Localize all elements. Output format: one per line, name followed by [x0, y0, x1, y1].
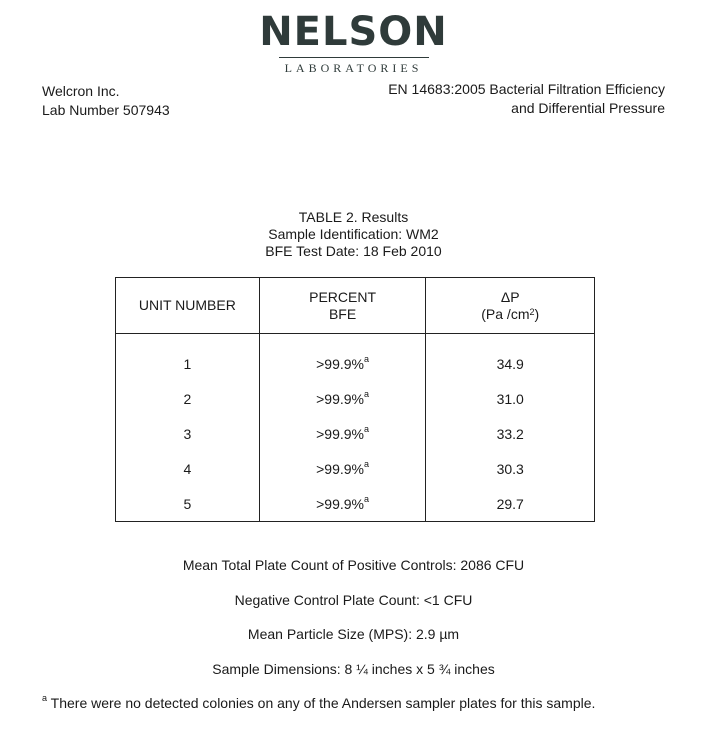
test-standard	[388, 80, 665, 118]
lab-number: Lab Number 507943	[42, 102, 170, 118]
cell-bfe: >99.9%$^a$	[259, 416, 426, 451]
header-unit-number: UNIT NUMBER	[116, 278, 260, 334]
table-title: TABLE 2. Results	[298, 209, 409, 225]
table-row	[116, 381, 595, 416]
cell-delta-p: 34.9	[426, 334, 595, 382]
negative-control-summary: Negative Control Plate Count: <1 CFU	[234, 592, 473, 608]
logo-subtitle: LABORATORIES	[284, 61, 423, 75]
footnote-mark: a	[42, 693, 48, 703]
header-percent-bfe: PERCENT BFE	[259, 278, 426, 334]
table-row	[116, 486, 595, 521]
test-date: BFE Test Date: 18 Feb 2010	[265, 243, 442, 259]
logo-divider	[279, 57, 429, 58]
table-header-row	[116, 278, 595, 334]
footnote-text: There were no detected colonies on any of the Andersen sampler plates for this sample.	[47, 695, 596, 711]
table-row	[116, 416, 595, 451]
logo-name: NELSON	[259, 9, 448, 55]
cell-delta-p: 33.2	[426, 416, 595, 451]
table-caption	[0, 209, 707, 260]
cell-unit: 3	[116, 416, 260, 451]
table-row	[116, 451, 595, 486]
particle-size-summary: Mean Particle Size (MPS): 2.9 µm	[247, 626, 460, 642]
cell-bfe: >99.9%$^a$	[259, 451, 426, 486]
cell-unit: 5	[116, 486, 260, 521]
company-name: Welcron Inc.	[42, 83, 120, 99]
cell-bfe: >99.9%$^a$	[259, 334, 426, 382]
positive-controls-summary: Mean Total Plate Count of Positive Controls: 2086 CFU	[182, 557, 525, 573]
header-delta-p: ΔP (Pa $/cm^2$)	[426, 278, 595, 334]
test-standard-line1: EN 14683:2005 Bacterial Filtration Efficiency	[388, 81, 665, 97]
results-table	[115, 277, 595, 522]
cell-delta-p: 29.7	[426, 486, 595, 521]
cell-delta-p: 30.3	[426, 451, 595, 486]
cell-unit: 1	[116, 334, 260, 382]
cell-unit: 4	[116, 451, 260, 486]
cell-unit: 2	[116, 381, 260, 416]
cell-bfe: >99.9%$^a$	[259, 486, 426, 521]
footnote	[42, 695, 595, 711]
nelson-laboratories-logo	[0, 10, 707, 76]
test-standard-line2: and Differential Pressure	[511, 100, 665, 116]
table-row	[116, 334, 595, 382]
client-info	[42, 82, 170, 120]
cell-delta-p: 31.0	[426, 381, 595, 416]
sample-identification: Sample Identification: WM2	[268, 226, 439, 242]
sample-dimensions-summary: Sample Dimensions: 8 ¼ inches x 5 ¾ inches	[212, 661, 495, 677]
cell-bfe: >99.9%$^a$	[259, 381, 426, 416]
